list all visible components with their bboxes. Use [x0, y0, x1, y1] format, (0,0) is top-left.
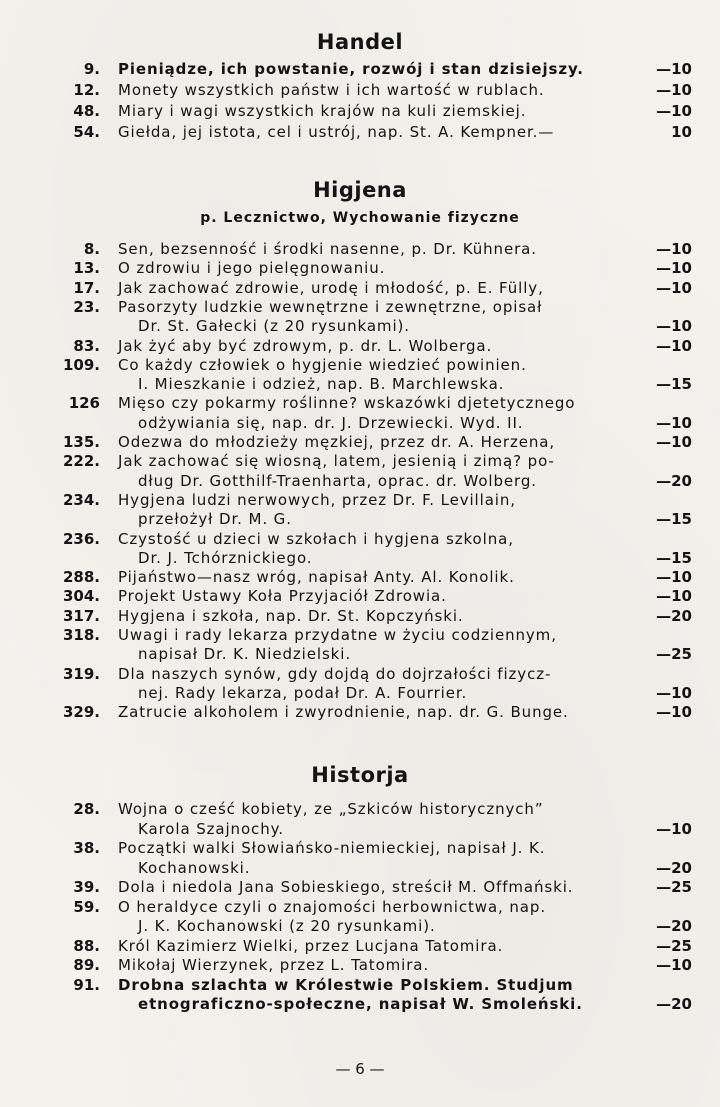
entry-price: 10: [671, 123, 692, 141]
entry-title-line: Pijaństwo—nasz wróg, napisał Anty. Al. Konolik.: [118, 568, 515, 587]
entry-number: 109.: [62, 355, 100, 374]
entry-title-line: etnograficzno-społeczne, napisał W. Smoleński.: [138, 995, 583, 1013]
entry-title-line: Dla naszych synów, gdy dojdą do dojrzałości fizycz-: [118, 664, 552, 683]
entry-number: 38.: [73, 839, 100, 857]
entry-number: 88.: [73, 936, 100, 955]
entry-price: —20: [656, 995, 692, 1013]
entry-number: 236.: [62, 529, 100, 548]
entry-number: 135.: [62, 433, 100, 451]
entry-title-line: Giełda, jej istota, cel i ustrój, nap. St. A. Kempner.—: [118, 123, 555, 141]
entry-price: —10: [656, 568, 692, 587]
entry-title-line: Kochanowski.: [138, 858, 251, 877]
entry-price: —10: [656, 240, 692, 258]
entry-number: 8.: [83, 240, 100, 258]
entry-price: —10: [656, 60, 692, 78]
entry-title-line: Mikołaj Wierzynek, przez L. Tatomira.: [118, 956, 430, 974]
entry-title-line: O heraldyce czyli o znajomości herbownictwa, nap.: [118, 897, 546, 916]
section-title-higjena: Higjena: [313, 178, 407, 202]
entry-title-line: O zdrowiu i jego pielęgnowaniu.: [118, 259, 386, 278]
section-subtitle-higjena: p. Lecznictwo, Wychowanie fizyczne: [200, 210, 520, 226]
entry-title-line: Pasorzyty ludzkie wewnętrzne i zewnętrzne, opisał: [118, 297, 543, 316]
entry-number: 13.: [73, 259, 100, 278]
entry-price: —10: [656, 956, 692, 974]
entry-title-line: Drobna szlachta w Królestwie Polskiem. Studjum: [118, 975, 574, 994]
entry-price: —10: [656, 703, 692, 722]
entry-number: 329.: [62, 703, 100, 722]
entry-title-line: Monety wszystkich państw i ich wartość w rublach.: [118, 81, 545, 99]
entry-title-line: Odezwa do młodzieży męzkiej, przez dr. A. Herzena,: [118, 433, 556, 451]
entry-number: 39.: [73, 878, 100, 896]
entry-title-line: Początki walki Słowiańsko-niemieckiej, napisał J. K.: [118, 839, 546, 857]
entry-price: —10: [656, 413, 692, 432]
entry-number: 91.: [73, 975, 100, 994]
entry-title-line: Projekt Ustawy Koła Przyjaciół Zdrowia.: [118, 587, 447, 606]
entry-title-line: Wojna o cześć kobiety, ze „Szkiców historycznych”: [118, 800, 544, 818]
entry-title-line: odżywiania się, nap. dr. J. Drzewiecki. Wyd. II.: [138, 413, 524, 432]
entry-title-line: Jak zachować się wiosną, latem, jesienią i zimą? po-: [118, 452, 555, 471]
entry-number: 304.: [62, 587, 100, 606]
entry-price: —10: [656, 102, 692, 120]
entry-number: 9.: [83, 60, 100, 78]
entry-number: 288.: [62, 568, 100, 587]
entry-price: —25: [656, 645, 692, 664]
entry-number: 59.: [73, 897, 100, 916]
entry-price: —10: [656, 259, 692, 278]
entry-title-line: Hygjena i szkoła, nap. Dr. St. Kopczyński.: [118, 606, 464, 625]
entry-number: 12.: [73, 81, 100, 99]
entry-number: 234.: [62, 490, 100, 509]
entry-price: —20: [656, 858, 692, 877]
entry-title-line: Dr. J. Tchórznickiego.: [138, 548, 313, 567]
entry-title-line: Mięso czy pokarmy roślinne? wskazówki djetetycznego: [118, 394, 576, 413]
entry-price: —25: [656, 936, 692, 955]
section-title-handel: Handel: [316, 30, 404, 54]
entry-number: 89.: [73, 956, 100, 974]
entry-price: —10: [656, 433, 692, 451]
entry-number: 318.: [62, 626, 100, 644]
entry-number: 17.: [73, 278, 100, 297]
entry-number: 54.: [73, 123, 100, 141]
entry-price: —10: [656, 683, 692, 702]
entry-title-line: Jak żyć aby być zdrowym, p. dr. L. Wolberga.: [118, 336, 493, 355]
entry-number: 317.: [62, 606, 100, 625]
entry-price: —10: [656, 317, 692, 336]
entry-price: —10: [656, 819, 692, 838]
entry-price: —20: [656, 471, 692, 490]
entry-title-line: Jak zachować zdrowie, urodę i młodość, p. E. Fülly,: [118, 278, 544, 297]
page-number: — 6 —: [335, 1060, 385, 1078]
entry-price: —15: [656, 375, 692, 394]
entry-title-line: Dola i niedola Jana Sobieskiego, streścił M. Offmański.: [118, 878, 574, 896]
entry-price: —15: [656, 548, 692, 567]
entry-title-line: przełożył Dr. M. G.: [138, 510, 292, 529]
entry-title-line: Co każdy człowiek o hygjenie wiedzieć powinien.: [118, 355, 527, 374]
entry-title-line: Hygjena ludzi nerwowych, przez Dr. F. Levillain,: [118, 490, 516, 509]
entry-title-line: Uwagi i rady lekarza przydatne w życiu codziennym,: [118, 626, 557, 644]
entry-number: 48.: [73, 102, 100, 120]
entry-title-line: Sen, bezsenność i środki nasenne, p. Dr. Kühnera.: [118, 240, 537, 258]
entry-price: —10: [656, 81, 692, 99]
entry-price: —10: [656, 587, 692, 606]
entry-number: 222.: [62, 452, 100, 471]
entry-price: —15: [656, 510, 692, 529]
entry-number: 83.: [73, 336, 100, 355]
entry-title-line: nej. Rady lekarza, podał Dr. A. Fourrier.: [138, 683, 468, 702]
entry-price: —20: [656, 917, 692, 935]
entry-title-line: Miary i wagi wszystkich krajów na kuli ziemskiej.: [118, 102, 527, 120]
entry-number: 126: [68, 394, 100, 413]
entry-title-line: I. Mieszkanie i odzież, nap. B. Marchlewska.: [138, 375, 505, 394]
entry-title-line: Czystość u dzieci w szkołach i hygjena szkolna,: [118, 529, 514, 548]
entry-title-line: Pieniądze, ich powstanie, rozwój i stan dzisiejszy.: [118, 60, 584, 78]
entry-number: 28.: [73, 800, 100, 818]
entry-title-line: Dr. St. Gałecki (z 20 rysunkami).: [138, 317, 410, 336]
entry-title-line: napisał Dr. K. Niedzielski.: [138, 645, 351, 664]
entry-price: —25: [656, 878, 692, 896]
entry-title-line: Zatrucie alkoholem i zwyrodnienie, nap. dr. G. Bunge.: [118, 703, 569, 722]
section-title-historja: Historja: [311, 763, 409, 787]
entry-title-line: Król Kazimierz Wielki, przez Lucjana Tatomira.: [118, 936, 504, 955]
entry-price: —10: [656, 278, 692, 297]
entry-title-line: Karola Szajnochy.: [138, 819, 284, 838]
entry-title-line: J. K. Kochanowski (z 20 rysunkami).: [138, 917, 436, 935]
entry-price: —10: [656, 336, 692, 355]
entry-number: 23.: [73, 297, 100, 316]
entry-title-line: dług Dr. Gotthilf-Traenharta, oprac. dr. Wolberg.: [138, 471, 537, 490]
entry-number: 319.: [62, 664, 100, 683]
entry-price: —20: [656, 606, 692, 625]
